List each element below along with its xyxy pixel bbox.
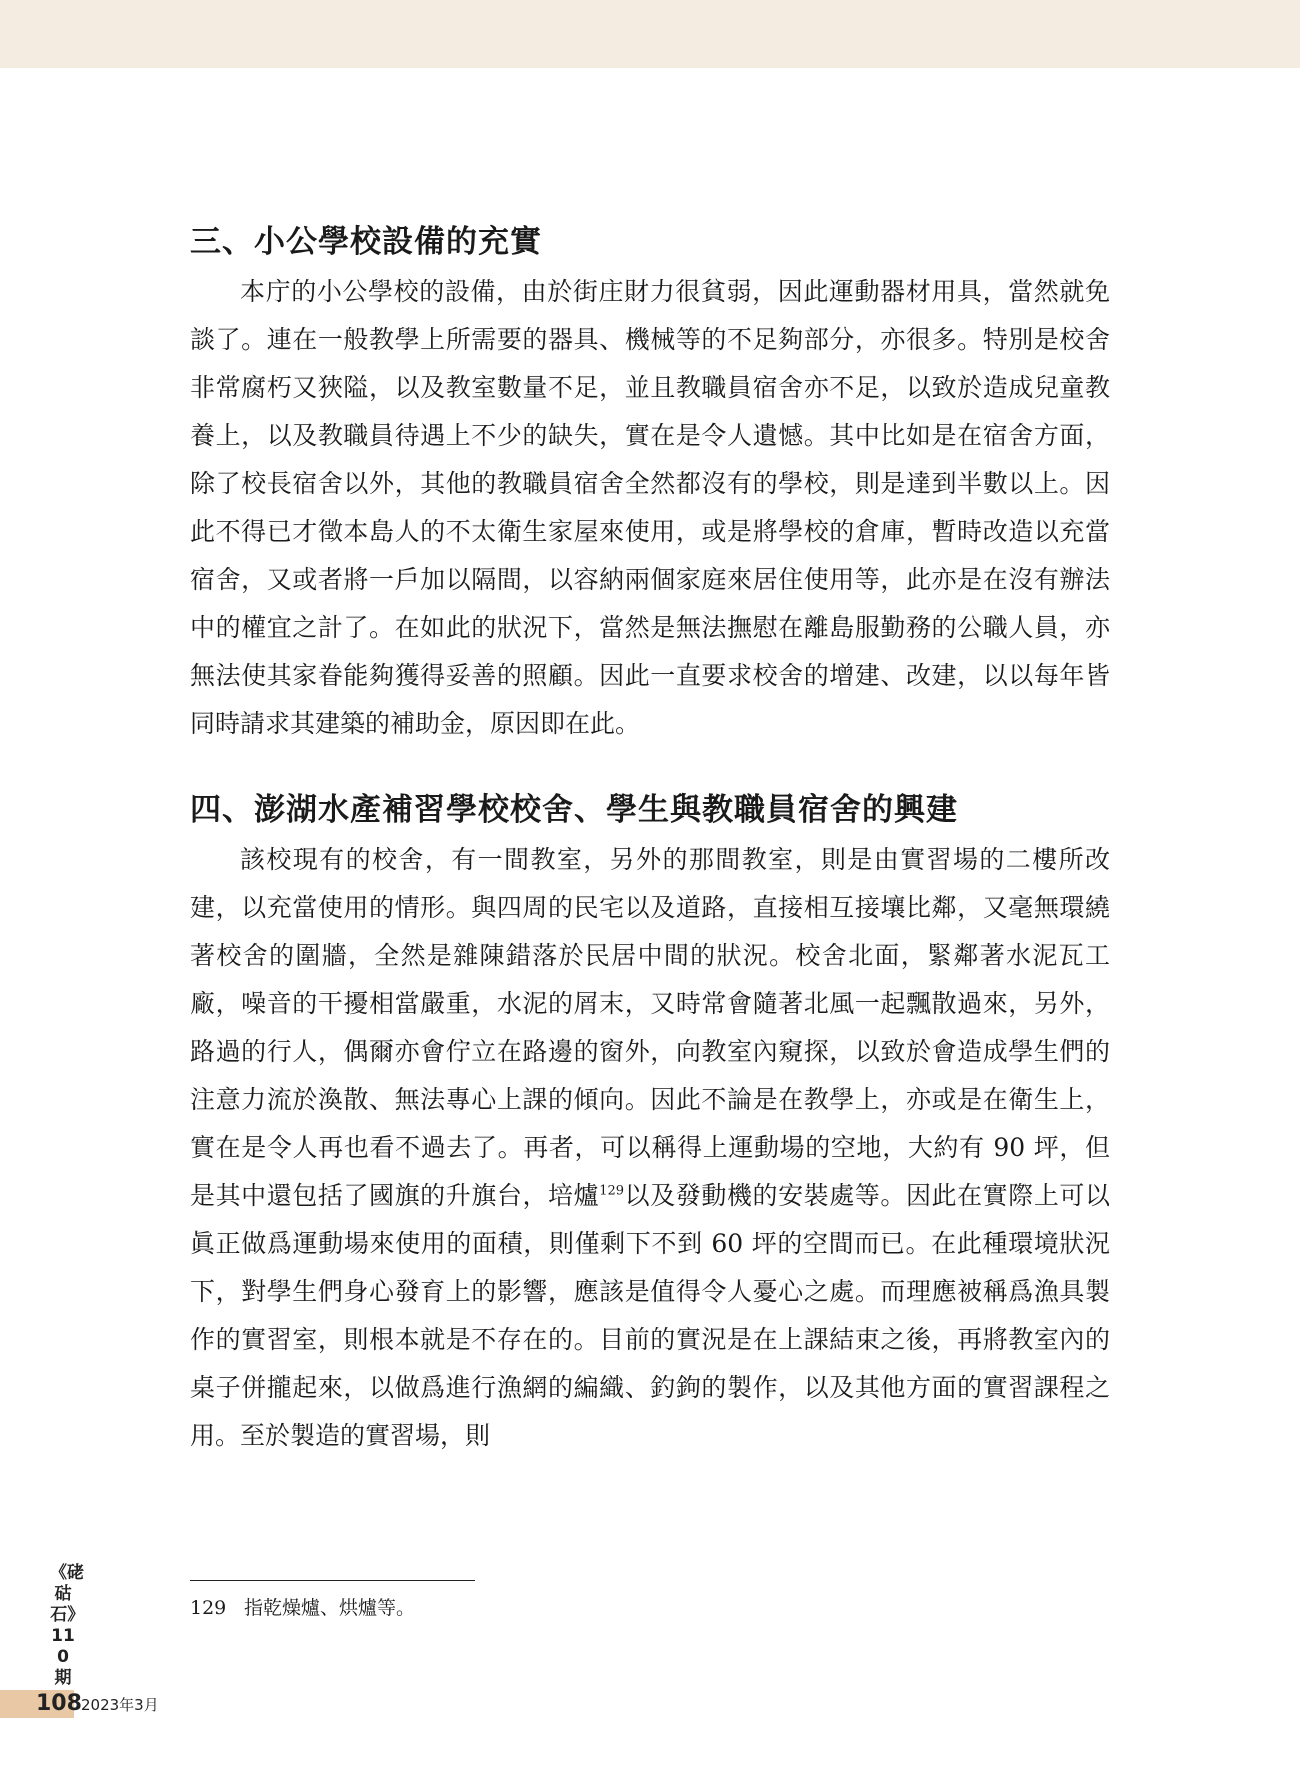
footnote-text: 指乾燥爐、烘爐等。 bbox=[244, 1597, 416, 1619]
footnote-reference[interactable]: 129 bbox=[599, 1183, 625, 1199]
footnote-number: 129 bbox=[190, 1597, 227, 1619]
section-4-text-part2: 以及發動機的安裝處等。因此在實際上可以眞正做爲運動場來使用的面積，則僅剩下不到 60 坪的空間而已。在此種環境狀況下，對學生們身心發育上的影響，應該是值得令人憂心之處。而理應被稱爲漁具製作的實習室，則根本就是不存在的。目前的實況是在上課結束之後，再將教室內的桌子併攏起來，以做爲進行漁網的編織、釣鉤的製作，以及其他方面的實習課程之用。至於製造的實習場，則 bbox=[190, 1181, 1110, 1450]
issue-date: 2023年3月 bbox=[81, 1696, 159, 1714]
top-decorative-band bbox=[0, 0, 1300, 68]
section-heading-3: 三、小公學校設備的充實 bbox=[190, 224, 542, 260]
article-body bbox=[190, 220, 1110, 1460]
section-heading-4: 四、澎湖水產補習學校校舍、學生與教職員宿舍的興建 bbox=[190, 792, 958, 828]
section-3-paragraph: 本庁的小公學校的設備，由於街庄財力很貧弱，因此運動器材用具，當然就免談了。連在一般教學上所需要的器具、機械等的不足夠部分，亦很多。特別是校舍非常腐朽又狹隘，以及教室數量不足，並且教職員宿舍亦不足，以致於造成兒童教養上，以及教職員待遇上不少的缺失，實在是令人遺憾。其中比如是在宿舍方面，除了校長宿舍以外，其他的教職員宿舍全然都沒有的學校，則是達到半數以上。因此不得已才徵本島人的不太衛生家屋來使用，或是將學校的倉庫，暫時改造以充當宿舍，又或者將一戶加以隔間，以容納兩個家庭來居住使用等，此亦是在沒有辦法中的權宜之計了。在如此的狀況下，當然是無法撫慰在離島服勤務的公職人員，亦無法使其家眷能夠獲得妥善的照顧。因此一直要求校舍的增建、改建，以以每年皆同時請求其建築的補助金，原因即在此。 bbox=[190, 277, 1110, 738]
page-number: 108 bbox=[36, 1691, 82, 1716]
section-4-text-part1: 該校現有的校舍，有一間教室，另外的那間教室，則是由實習場的二樓所改建，以充當使用的情形。與四周的民宅以及道路，直接相互接壤比鄰，又毫無環繞著校舍的圍牆，全然是雜陳錯落於民居中間的狀況。校舍北面，緊鄰著水泥瓦工廠，噪音的干擾相當嚴重，水泥的屑末，又時常會隨著北風一起飄散過來，另外，路過的行人，偶爾亦會佇立在路邊的窗外，向教室內窺探，以致於會造成學生們的注意力流於渙散、無法專心上課的傾向。因此不論是在教學上，亦或是在衛生上，實在是令人再也看不過去了。再者，可以稱得上運動場的空地，大約有 90 坪，但是其中還包括了國旗的升旗台，培爐 bbox=[190, 845, 1110, 1210]
footnote-divider bbox=[190, 1580, 475, 1581]
section-4-paragraph bbox=[190, 836, 1110, 1460]
journal-name-vertical: 《硓𥑮石》110期 bbox=[50, 1563, 84, 1688]
footnote bbox=[190, 1594, 415, 1622]
